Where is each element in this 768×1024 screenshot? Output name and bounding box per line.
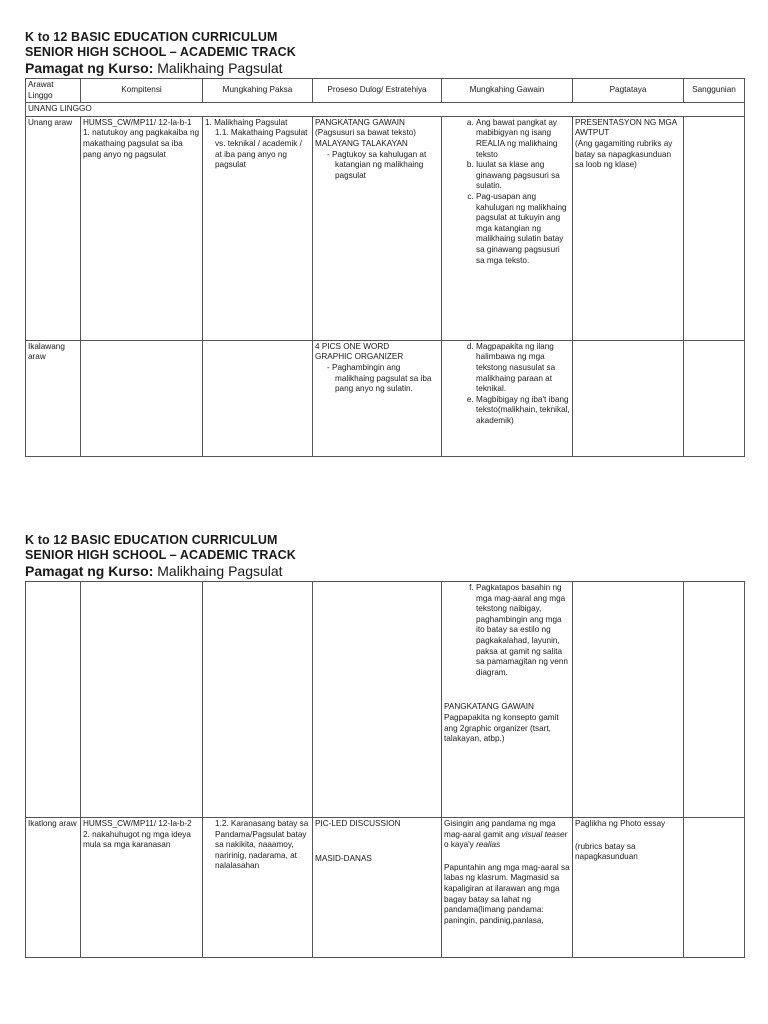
week-label: UNANG LINGGO (26, 103, 745, 117)
strategy-title: PIC-LED DISCUSSION (315, 819, 401, 828)
table-row-day-1 (26, 116, 745, 340)
group-activity-text: Pagpapakita ng konsepto gamit ang 2graphic organizer (tsart, talakayan, atbp.) (444, 712, 559, 744)
activity-list (444, 118, 570, 266)
col-header-gawain: Mungkahing Gawain (442, 79, 573, 103)
col-header-arawat: Arawat Linggo (26, 79, 81, 103)
strategy-title-2: MALAYANG TALAKAYAN (315, 138, 408, 148)
group-activity-title: PANGKATANG GAWAIN (444, 702, 534, 712)
gawain-cell (442, 340, 573, 456)
col-header-paksa: Mungkahing Paksa (203, 79, 313, 103)
paksa-cell (203, 582, 313, 818)
competency-text: 1. natutukoy ang pagkakaiba ng makathaing pagsulat sa iba pang anyo ng pagsulat (83, 128, 200, 159)
course-title (25, 60, 744, 77)
list-item: f. Pagkatapos basahin ng mga mag-aaral ang mga tekstong naibigay, paghambingin ang mga ito batay sa estilo ng pagkakalahad, layunin, paksa at gamit ng salita sa pamamagitan ng venn diagram. (476, 583, 570, 678)
activity-list (444, 342, 570, 427)
curriculum-table-1 (25, 78, 745, 457)
list-item: b. Iuulat sa klase ang ginawang pagsusuri sa sulatin. (476, 160, 570, 192)
strategy-bullet: - Pagtukoy sa kahulugan at katangian ng malikhaing pagsulat (327, 149, 427, 180)
pagtataya-cell (573, 582, 684, 818)
topic-main: 1. Malikhaing Pagsulat (205, 117, 288, 127)
activity-paragraph-1: Gisingin ang pandama ng mga mag-aaral gamit ang visual teaser o kaya'y realias (444, 819, 568, 850)
course-title (25, 563, 744, 580)
list-item: e. Magbibigay ng iba't ibang teksto(malikhain, teknikal, akademik) (476, 395, 570, 427)
page-1 (25, 30, 744, 457)
strategy-title-2: GRAPHIC ORGANIZER (315, 352, 404, 362)
sanggunian-cell (684, 116, 745, 340)
table-row-continued (26, 582, 745, 818)
list-item: c. Pag-usapan ang kahulugan ng malikhaing pagsulat at tukuyin ang mga katangian ng malikhaing sulatin batay sa ginawang pagsusuri sa mga teksto. (476, 192, 570, 266)
day-cell: Unang araw (26, 116, 81, 340)
competency-text: 2. nakahuhugot ng mga ideya mula sa mga karanasan (83, 829, 191, 850)
pagtataya-cell (573, 116, 684, 340)
proseso-cell (313, 116, 442, 340)
assessment-title: Paglikha ng Photo essay (575, 819, 666, 828)
course-label: Pamagat ng Kurso: (25, 60, 154, 76)
week-row (26, 103, 745, 117)
assessment-note: (rubrics batay sa napagkasunduan (575, 841, 638, 862)
proseso-cell (313, 340, 442, 456)
track-title: SENIOR HIGH SCHOOL – ACADEMIC TRACK (25, 548, 296, 562)
gawain-cell (442, 818, 573, 958)
proseso-cell (313, 818, 442, 958)
pagtataya-cell (573, 340, 684, 456)
track-title: SENIOR HIGH SCHOOL – ACADEMIC TRACK (25, 45, 296, 59)
strategy-title: 4 PICS ONE WORD (315, 341, 390, 351)
table-row-day-2 (26, 340, 745, 456)
course-value: Malikhaing Pagsulat (157, 60, 283, 76)
paksa-cell (203, 116, 313, 340)
strategy-title-2: MASID-DANAS (315, 853, 372, 863)
kompitensi-cell (81, 582, 203, 818)
activity-paragraph-2: Papuntahin ang mga mag-aaral sa labas ng klasrum. Magmasid sa kapaligiran at ilarawan ang mga bagay batay sa lahat ng pandama(limang pandama: paningin, pandinig,panlasa, (444, 862, 570, 925)
sanggunian-cell (684, 818, 745, 958)
col-header-kompitensi: Kompitensi (81, 79, 203, 103)
col-header-pagtataya: Pagtataya (573, 79, 684, 103)
paksa-cell (203, 818, 313, 958)
table-header-row (26, 79, 745, 103)
kompitensi-cell (81, 818, 203, 958)
sanggunian-cell (684, 582, 745, 818)
strategy-title: PANGKATANG GAWAIN (315, 117, 405, 127)
curriculum-table-2 (25, 581, 745, 958)
curriculum-title: K to 12 BASIC EDUCATION CURRICULUM (25, 30, 278, 44)
sanggunian-cell (684, 340, 745, 456)
course-label: Pamagat ng Kurso: (25, 563, 154, 579)
assessment-note: (Ang gagamiting rubriks ay batay sa napagkasunduan sa loob ng klase) (575, 138, 673, 170)
gawain-cell (442, 582, 573, 818)
assessment-title: PRESENTASYON NG MGA AWTPUT (575, 117, 677, 138)
day-cell: Ikalawang araw (26, 340, 81, 456)
activity-list (444, 583, 570, 678)
topic-sub: 1.2. Karanasang batay sa Pandama/Pagsulat batay sa nakikita, naaamoy, naririnig, nadarama, at nalalasahan (215, 819, 309, 871)
day-cell: Ikatlong araw (26, 818, 81, 958)
col-header-proseso: Proseso Dulog/ Estratehiya (313, 79, 442, 103)
list-item: d. Magpapakita ng ilang halimbawa ng mga tekstong nasusulat sa malikhaing paraan at teknikal. (476, 342, 570, 395)
day-cell (26, 582, 81, 818)
table-row-day-3 (26, 818, 745, 958)
course-value: Malikhaing Pagsulat (157, 563, 283, 579)
paksa-cell (203, 340, 313, 456)
col-header-sanggunian: Sanggunian (684, 79, 745, 103)
proseso-cell (313, 582, 442, 818)
strategy-bullet: - Paghambingin ang malikhaing pagsulat sa iba pang anyo ng sulatin. (327, 362, 432, 394)
curriculum-title: K to 12 BASIC EDUCATION CURRICULUM (25, 533, 278, 547)
competency-code: HUMSS_CW/MP11/ 12-Ia-b-1 (83, 117, 192, 127)
gawain-cell (442, 116, 573, 340)
pagtataya-cell (573, 818, 684, 958)
competency-code: HUMSS_CW/MP11/ 12-Ia-b-2 (83, 819, 192, 828)
kompitensi-cell (81, 116, 203, 340)
topic-sub: 1.1. Makathaing Pagsulat vs. teknikal / academik / at iba pang anyo ng pagsulat (215, 128, 308, 170)
strategy-note: (Pagsusuri sa bawat teksto) (315, 128, 417, 138)
list-item: a. Ang bawat pangkat ay mabibigyan ng isang REALIA ng malikhaing teksto (476, 118, 570, 160)
page-2 (25, 533, 744, 958)
kompitensi-cell (81, 340, 203, 456)
